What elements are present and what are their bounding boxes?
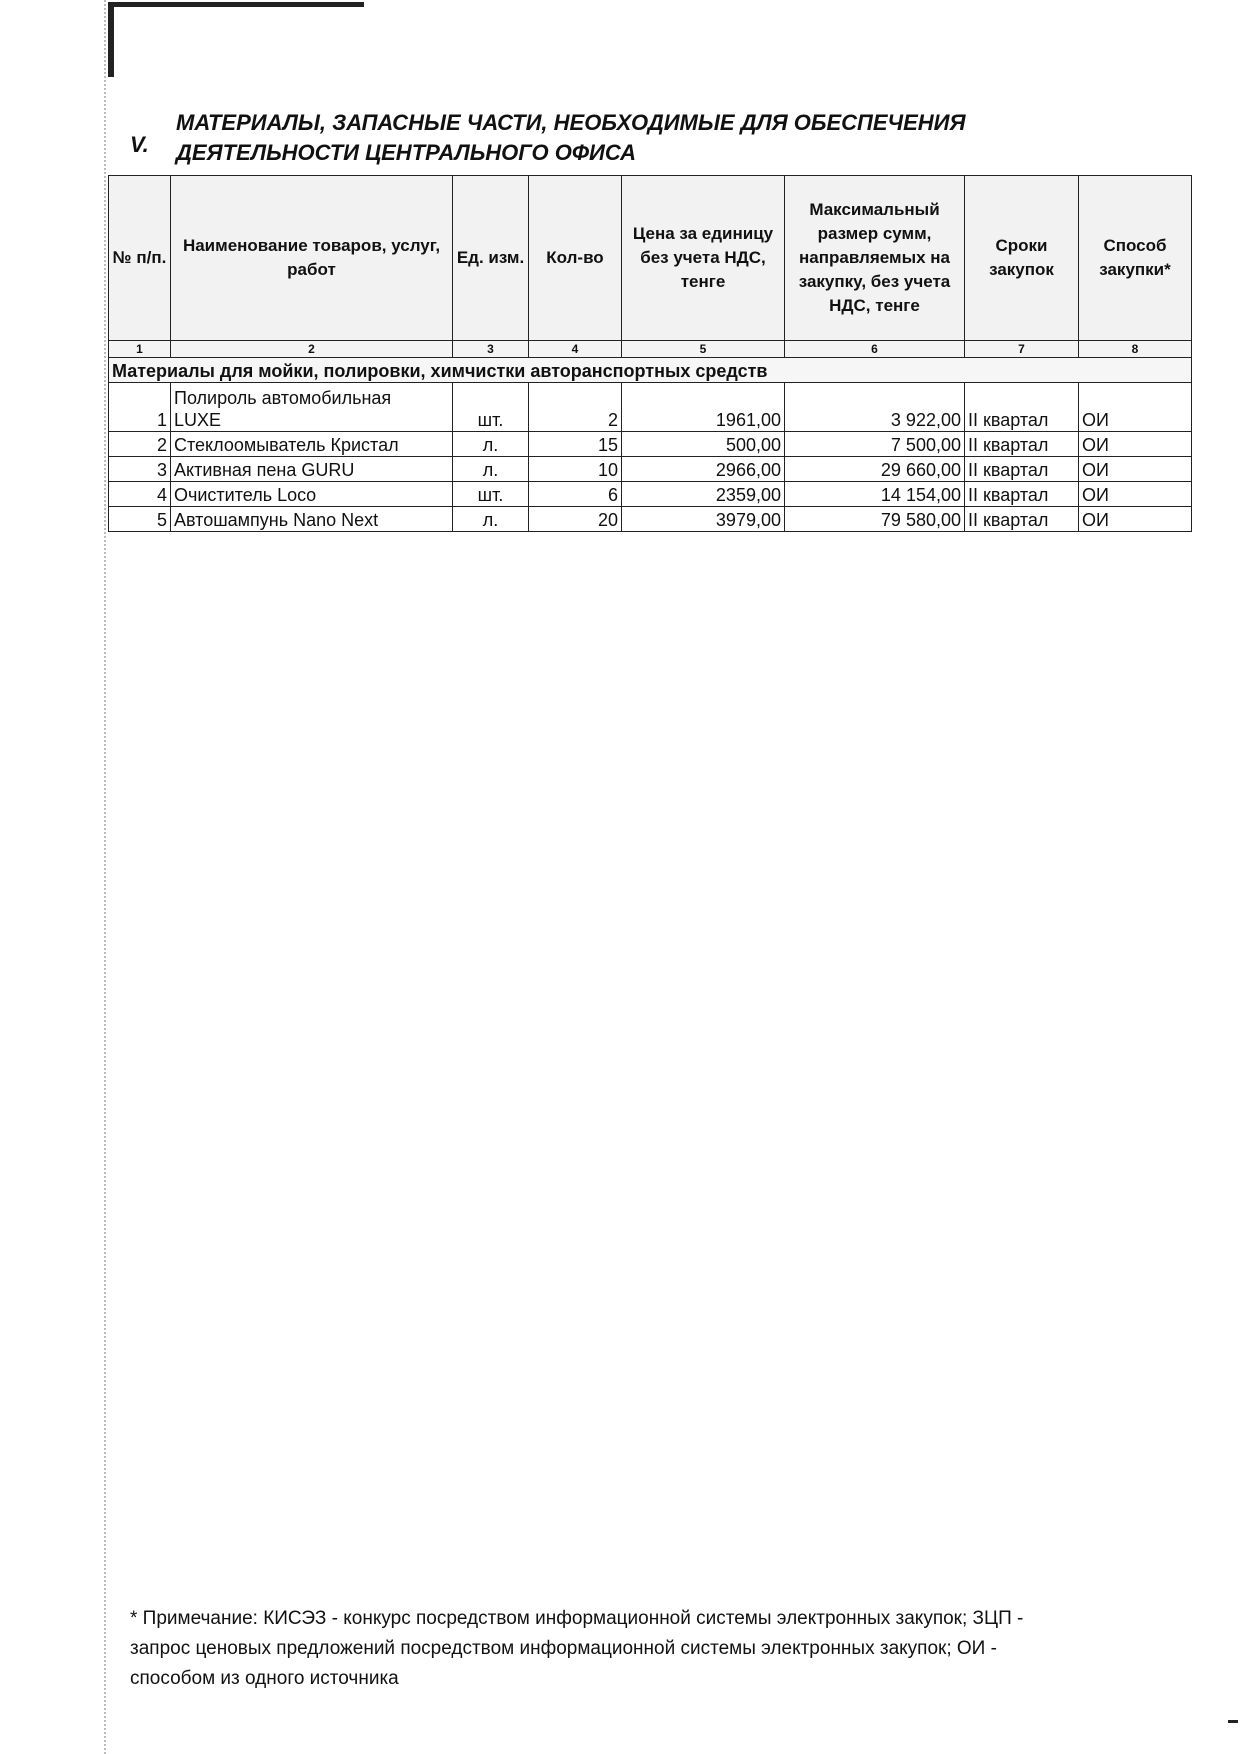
header-unit: Ед. изм.: [453, 176, 529, 341]
header-price: Цена за единицу без учета НДС, тенге: [622, 176, 785, 341]
table-row: [109, 507, 1192, 532]
header-qty: Кол-во: [529, 176, 622, 341]
header-term: Сроки закупок: [965, 176, 1079, 341]
row-price: 3979,00: [622, 507, 785, 532]
group-title: Материалы для мойки, полировки, химчистки авторанспортных средств: [109, 358, 1192, 383]
scan-corner-mark: [108, 2, 364, 77]
row-num: 3: [109, 457, 171, 482]
row-qty: 10: [529, 457, 622, 482]
footnote: [130, 1604, 1130, 1694]
row-name: Стеклоомыватель Кристал: [171, 432, 453, 457]
row-price: 500,00: [622, 432, 785, 457]
table-row: [109, 383, 1192, 432]
row-method: ОИ: [1079, 383, 1192, 432]
row-total: 3 922,00: [785, 383, 965, 432]
column-number: 7: [965, 341, 1079, 358]
row-term: II квартал: [965, 482, 1079, 507]
row-term: II квартал: [965, 507, 1079, 532]
table-header-row: [109, 176, 1192, 341]
section-number: V.: [130, 132, 149, 157]
row-num: 4: [109, 482, 171, 507]
row-price: 1961,00: [622, 383, 785, 432]
row-price: 2966,00: [622, 457, 785, 482]
row-qty: 20: [529, 507, 622, 532]
column-number: 2: [171, 341, 453, 358]
row-name: Автошампунь Nano Next: [171, 507, 453, 532]
row-term: II квартал: [965, 432, 1079, 457]
header-total: Максимальный размер сумм, направляемых на закупку, без учета НДС, тенге: [785, 176, 965, 341]
header-num: № п/п.: [109, 176, 171, 341]
row-method: ОИ: [1079, 457, 1192, 482]
column-number: 5: [622, 341, 785, 358]
row-name-line-2: LUXE: [174, 410, 222, 430]
row-term: II квартал: [965, 383, 1079, 432]
footnote-line-1: * Примечание: КИСЭЗ - конкурс посредством информационной системы электронных закупок; ЗЦП -: [130, 1608, 1024, 1629]
row-unit: л.: [453, 432, 529, 457]
row-name-line-1: Полироль автомобильная: [174, 388, 392, 408]
row-num: 2: [109, 432, 171, 457]
row-method: ОИ: [1079, 432, 1192, 457]
row-name: Активная пена GURU: [171, 457, 453, 482]
footnote-line-3: способом из одного источника: [130, 1668, 399, 1689]
row-qty: 2: [529, 383, 622, 432]
row-price: 2359,00: [622, 482, 785, 507]
table-row: [109, 457, 1192, 482]
row-qty: 15: [529, 432, 622, 457]
group-row: [109, 358, 1192, 383]
column-number: 1: [109, 341, 171, 358]
column-number: 4: [529, 341, 622, 358]
row-term: II квартал: [965, 457, 1079, 482]
footnote-line-2: запрос ценовых предложений посредством информационной системы электронных закупок; ОИ -: [130, 1638, 997, 1659]
row-name: Очиститель Loco: [171, 482, 453, 507]
row-total: 7 500,00: [785, 432, 965, 457]
section-title-line-1: МАТЕРИАЛЫ, ЗАПАСНЫЕ ЧАСТИ, НЕОБХОДИМЫЕ ДЛЯ ОБЕСПЕЧЕНИЯ: [176, 110, 966, 135]
table-row: [109, 482, 1192, 507]
row-unit: шт.: [453, 482, 529, 507]
procurement-table: [108, 175, 1192, 532]
column-number-row: [109, 341, 1192, 358]
column-number: 6: [785, 341, 965, 358]
table-row: [109, 432, 1192, 457]
section-title: [176, 108, 1176, 168]
row-unit: шт.: [453, 383, 529, 432]
scan-edge-mark: [1228, 1720, 1238, 1723]
row-name: [171, 383, 453, 432]
row-method: ОИ: [1079, 482, 1192, 507]
row-total: 14 154,00: [785, 482, 965, 507]
section-title-line-2: ДЕЯТЕЛЬНОСТИ ЦЕНТРАЛЬНОГО ОФИСА: [176, 140, 637, 165]
row-num: 5: [109, 507, 171, 532]
row-total: 79 580,00: [785, 507, 965, 532]
header-method: Способ закупки*: [1079, 176, 1192, 341]
row-num: 1: [109, 383, 171, 432]
header-name: Наименование товаров, услуг, работ: [171, 176, 453, 341]
row-unit: л.: [453, 457, 529, 482]
row-method: ОИ: [1079, 507, 1192, 532]
row-unit: л.: [453, 507, 529, 532]
column-number: 8: [1079, 341, 1192, 358]
row-qty: 6: [529, 482, 622, 507]
column-number: 3: [453, 341, 529, 358]
row-total: 29 660,00: [785, 457, 965, 482]
